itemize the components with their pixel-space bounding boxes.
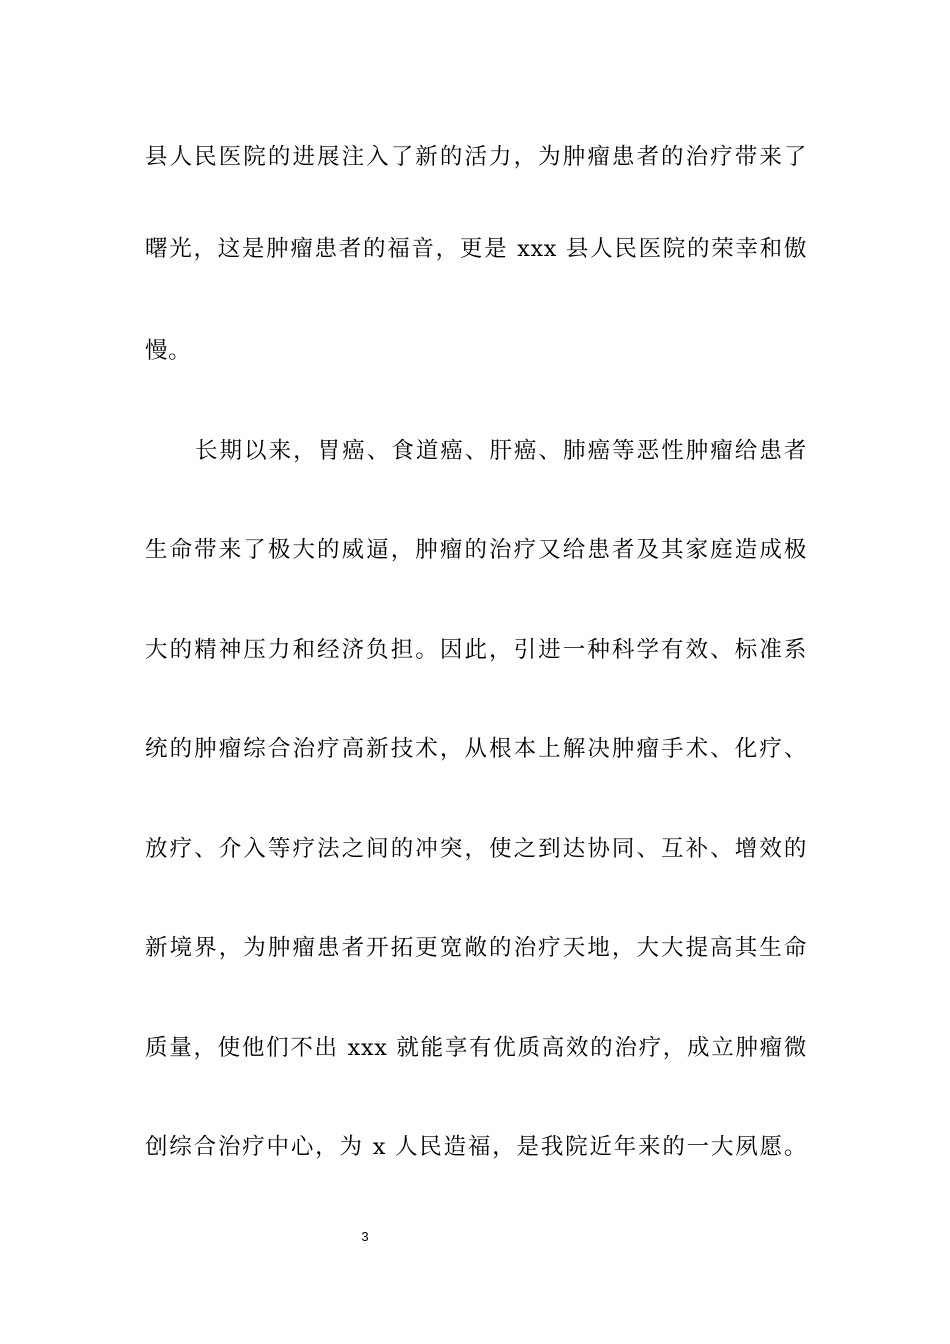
paragraph-2-line-6: 新境界，为肿瘤患者开拓更宽敞的治疗天地，大大提高其生命 <box>145 935 807 961</box>
paragraph-2-line-4: 统的肿瘤综合治疗高新技术，从根本上解决肿瘤手术、化疗、 <box>145 736 807 762</box>
paragraph-2-line-5: 放疗、介入等疗法之间的冲突，使之到达协同、互补、增效的 <box>145 836 807 862</box>
paragraph-2-line-1: 长期以来，胃癌、食道癌、肝癌、肺癌等恶性肿瘤给患者 <box>195 438 807 464</box>
paragraph-1-line-2: 曙光，这是肿瘤患者的福音，更是 xxx 县人民医院的荣幸和傲 <box>145 236 807 262</box>
paragraph-2-line-2: 生命带来了极大的威逼，肿瘤的治疗又给患者及其家庭造成极 <box>145 537 807 563</box>
paragraph-2-line-3: 大的精神压力和经济负担。因此，引进一种科学有效、标准系 <box>145 637 807 663</box>
paragraph-1-line-3: 慢。 <box>145 338 192 364</box>
paragraph-1-line-1: 县人民医院的进展注入了新的活力，为肿瘤患者的治疗带来了 <box>145 144 807 170</box>
page-number: 3 <box>361 1229 369 1244</box>
paragraph-2-line-7: 质量，使他们不出 xxx 就能享有优质高效的治疗，成立肿瘤微 <box>145 1035 807 1061</box>
paragraph-2-line-8: 创综合治疗中心，为 x 人民造福，是我院近年来的一大夙愿。 <box>145 1134 807 1160</box>
